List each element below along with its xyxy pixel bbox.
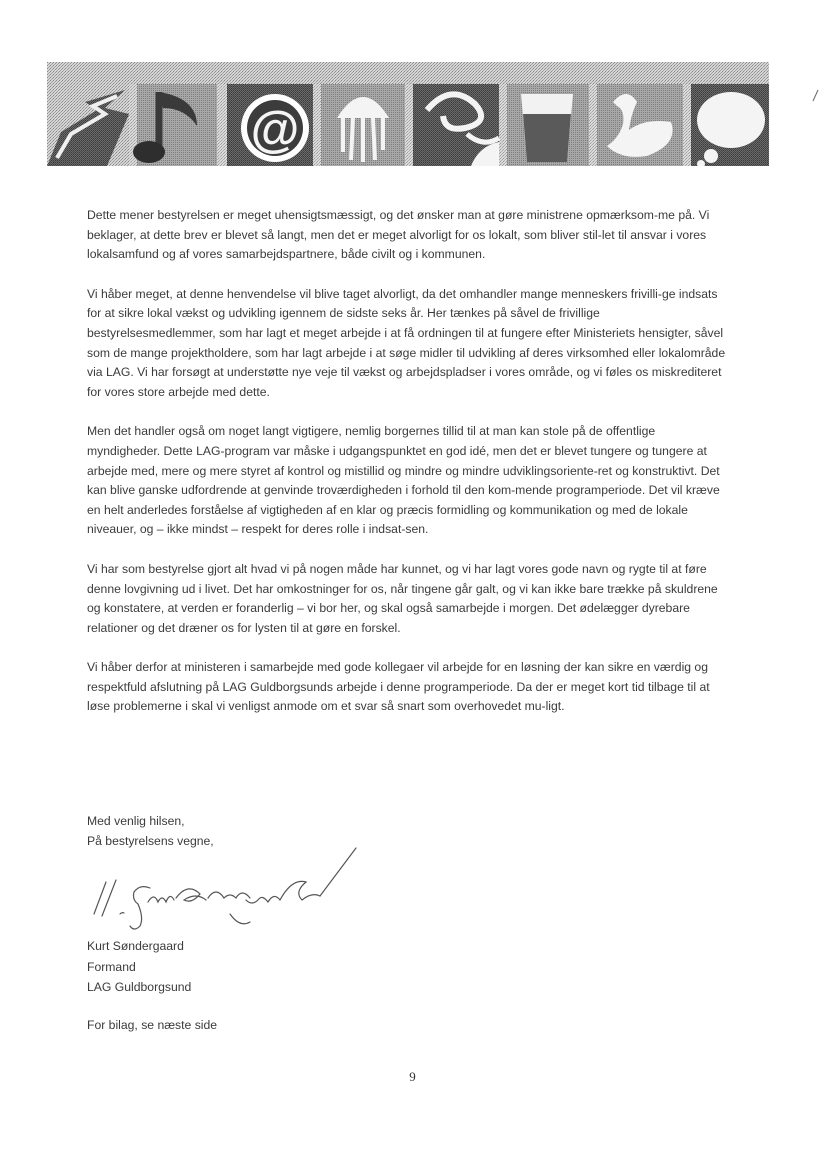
at-sign-icon (227, 84, 313, 166)
fish-hook-icon (413, 84, 499, 166)
header-banner (47, 62, 769, 166)
margin-mark (812, 88, 820, 102)
paragraph: Vi håber derfor at ministeren i samarbejde med gode kollegaer vil arbejde for en løsning der kan sikre en værdig og respektfuld afslutning på LAG Guldborgsunds arbejde i denne programperiode. Da der er meget kort tid tilbage til at løse problemerne i skal vi venligst anmode om et svar så snart som overhovedet mu-ligt. (87, 660, 710, 714)
swan-icon (597, 84, 683, 166)
attachment-note: For bilag, se næste side (87, 1018, 218, 1032)
signer-title: Formand (87, 959, 136, 974)
signer-block (87, 936, 191, 998)
on-behalf-line: På bestyrelsens vegne, (87, 833, 214, 848)
signer-organization: LAG Guldborgsund (87, 980, 192, 994)
paragraph: Men det handler også om noget langt vigtigere, nemlig borgernes tillid til at man kan stole på de offentlige myndigheder. Dette LAG-program var måske i udgangspunktet en god idé, men det er blevet tungere og tungere at arbejde med, mere og mere styret af kontrol og mistillid og mindre og mindre udviklingsorientе-ret og konstruktivt. Det kan blive ganske udfordrende at genvinde troværdigheden i forhold til den kom-mende programperiode. Det vil kræve en helt anderledes forståelse af vigtigheden af en klar og præcis formidling og kommunikation og med de lokale niveauer, og – ikke mindst – respekt for deres rolle i indsat-sen. (87, 424, 720, 537)
paragraph: Vi har som bestyrelse gjort alt hvad vi på nogen måde har kunnet, og vi har lagt vores gode navn og rygte til at føre denne lovgivning ud i livet. Det har omkostninger for os, når tingene går galt, og vi kan ikke bare trække på skuldrene og konstatere, at verden er foranderlig – vi bor her, og skal også samarbejde i morgen. Det ødelægger dyrebare relationer og det dræner os for lysten til at gøre en forskel. (87, 561, 718, 635)
road-icon (47, 84, 129, 166)
paragraph: Vi håber meget, at denne henvendelse vil blive taget alvorligt, da det omhandler mange menneskers frivilli-ge indsats for at sikre lokal vækst og udvikling igennem de sidste seks år. Her tænkes på såvel de frivillige bestyrelsesmedlemmer, som har lagt et meget arbejde i at få ordningen til at fungere efter Ministeriets hensigter, såvel som de mange projektholdere, som har lagt arbejde i at søge midler til udvikling af deres virksomhed eller lokalområde via LAG. Vi har forsøgt at understøtte nye veje til vækst og arbejdspladser i vores område, og vi føles os miskrediteret for vores store arbejde med dette. (87, 286, 726, 399)
glass-icon (507, 84, 589, 166)
page-number: 9 (409, 1069, 416, 1084)
letter-body (87, 206, 727, 737)
greeting: Med venlig hilsen, (87, 814, 185, 828)
paragraph: Dette mener bestyrelsen er meget uhensigtsmæssigt, og det ønsker man at gøre ministrene opmærksom-me på. Vi beklager, at dette brev er blevet så langt, men det er meget alvorligt for os lokalt, som bliver stil-let til ansvar i vores lokalsamfund og af vores samarbejdspartnere, både civilt og i kommunen. (87, 208, 710, 262)
music-note-icon (133, 84, 217, 166)
speech-bubble-icon (691, 84, 769, 166)
jellyfish-icon (321, 84, 405, 166)
signer-name: Kurt Søndergaard (87, 939, 184, 953)
svg-text:@: @ (250, 101, 300, 157)
handwritten-signature (80, 842, 370, 942)
